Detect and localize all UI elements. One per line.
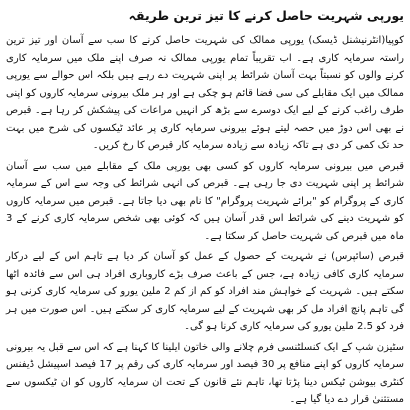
article-paragraph-1: کوپیا(انٹرنیشنل ڈیسک) یورپی ممالک کی شہریت حاصل کرنے کا سب سے آسان اور تیز ترین راستہ سرمایہ کاری ہے۔ اب تقریباً تمام یورپی ممالک نہ صرف اپنے ملک میں سرمایہ کاری کرنے والوں کو نسبتاً بہت آسان شرائط پر اپنی شہریت دے رہے ہیں بلکہ اس حوالے سے یورپی ممالک میں ایک مقابلے کی سی فضا قائم ہو چکی ہے اور ہر ملک بیرونی سرمایہ کاروں کو اپنی طرف راغب کرنے کے لیے ایک دوسرے سے بڑھ کر انہیں مراعات کی پیشکش کر رہا ہے۔ قبرص نے بھی اس دوڑ میں حصہ لیتے ہوئے بیرونی سرمایہ کاری پر عائد ٹیکسوں کی شرح میں بہت حد تک کمی کر دی ہے تاکہ زیادہ سے زیادہ سرمایہ کار قبرص کا رخ کریں۔ xyxy=(6,35,404,151)
article-paragraph-3: قبرص (سائپرس) نے شہریت کے حصول کے عمل کو آسان کر دیا ہے تاہم اس کے لیے درکار سرمایہ کاری کافی زیادہ ہے، جس کے باعث صرف بڑے کاروباری افراد ہی اس سے فائدہ اٹھا سکتے ہیں۔ شہریت کے خواہش مند افراد کو کم از کم 2 ملین یورو کی سرمایہ کاری کرنی ہو گی تاہم پانچ افراد مل کر بھی شہریت کے لیے سرمایہ کاری کر سکتے ہیں۔ اس صورت میں ہر فرد کو 2.5 ملین یورو کی سرمایہ کاری کرنا ہو گی۔ xyxy=(6,251,404,332)
article-paragraph-2: قبرص میں بیرونی سرمایہ کاروں کو کسی بھی یورپی ملک کے مقابلے میں سب سے آسان شرائط پر اپنی شہریت دی جا رہی ہے۔ قبرص کی انہی شرائط کی وجہ سے اس کے سرمایہ کاری کے پروگرام کو "برائے شہریت پروگرام" کا نام بھی دیا جاتا ہے۔ قبرص میں سرمایہ کاروں کو شہریت دینے کی شرائط اس قدر آسان ہیں کہ کوئی بھی شخص سرمایہ کاری کرنے کے 3 ماہ میں قبرص کی شہریت حاصل کر سکتا ہے۔ xyxy=(6,160,404,242)
article-paragraph-4: سٹیزن شپ کے ایک کنسلٹنسی فرم چلانے والی خاتون ایلینا کا کہنا ہے کہ اس سے قبل یہ بیرونی سرمایہ کاروں کو اپنے منافع پر 30 فیصد اور سرمایہ کاری کی رقم پر 17 فیصد اسپیشل ڈیفنس کنٹری بیوشن ٹیکس دینا پڑتا تھا، تاہم نئے قانون کے تحت ان سرمایہ کاروں کو ان ٹیکسوں سے مستثنیٰ قرار دے دیا گیا ہے۔ xyxy=(6,341,405,405)
article-headline: یورپی شہریت حاصل کرنے کا تیز ترین طریقہ xyxy=(128,8,404,23)
